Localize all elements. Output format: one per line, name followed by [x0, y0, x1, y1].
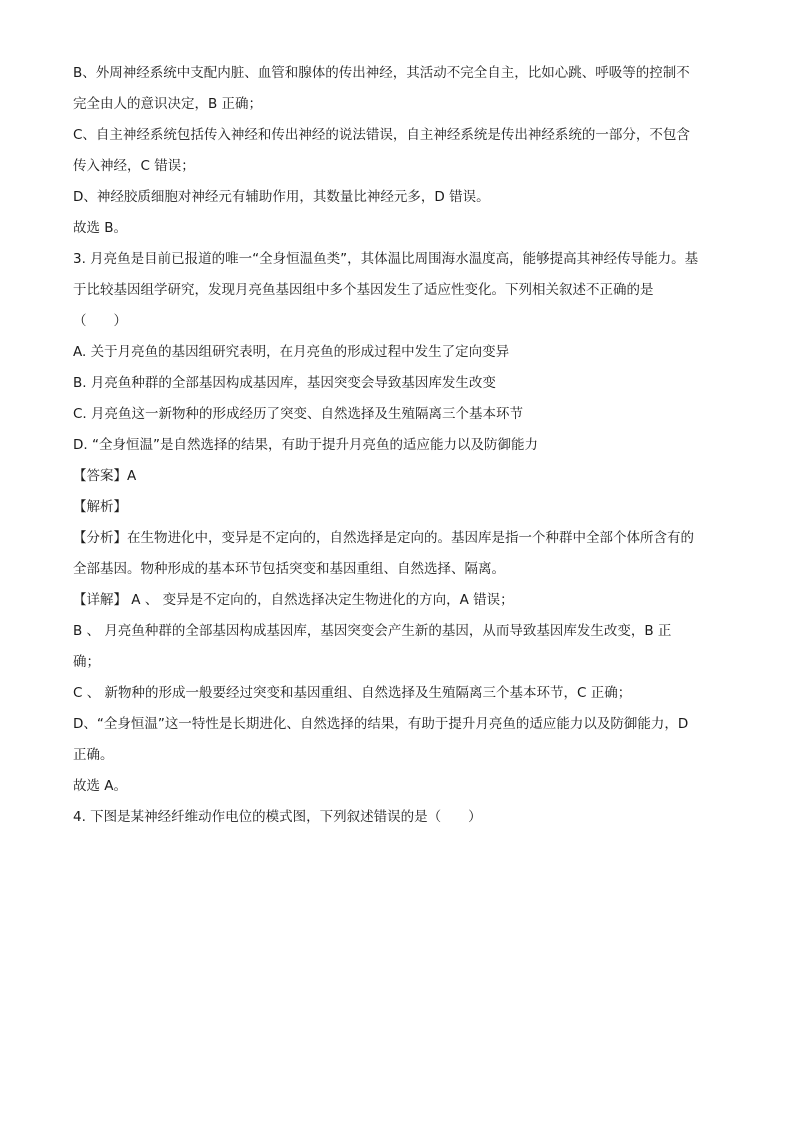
detail-text: 确；: [73, 654, 100, 670]
analysis-text: 全部基因。物种形成的基本环节包括突变和基因重组、自然选择、隔离。: [73, 561, 505, 577]
answer-label: 【答案】A: [73, 468, 137, 484]
question-3-option-b: B. 月亮鱼种群的全部基因构成基因库，基因突变会导致基因库发生改变: [73, 375, 496, 391]
text-line: C、自主神经系统包括传入神经和传出神经的说法错误，自主神经系统是传出神经系统的一部分，不包含: [73, 127, 690, 143]
question-3-stem: 于比较基因组学研究，发现月亮鱼基因组中多个基因发生了适应性变化。下列相关叙述不正确的是: [73, 282, 654, 298]
detail-text: B 、 月亮鱼种群的全部基因构成基因库，基因突变会产生新的基因，从而导致基因库发生改变，B 正: [73, 623, 672, 639]
question-3-option-c: C. 月亮鱼这一新物种的形成经历了突变、自然选择及生殖隔离三个基本环节: [73, 406, 524, 422]
analysis-label: 【解析】: [73, 499, 127, 515]
document-body: [73, 58, 723, 833]
analysis-text: 【分析】在生物进化中，变异是不定向的，自然选择是定向的。基因库是指一个种群中全部个体所含有的: [73, 530, 694, 546]
detail-text: C 、 新物种的形成一般要经过突变和基因重组、自然选择及生殖隔离三个基本环节，C 正确；: [73, 685, 632, 701]
detail-text: 正确。: [73, 747, 114, 763]
conclusion-text: 故选 A。: [73, 778, 128, 794]
question-3-option-a: A. 关于月亮鱼的基因组研究表明，在月亮鱼的形成过程中发生了定向变异: [73, 344, 510, 360]
text-line: 故选 B。: [73, 220, 128, 236]
text-line: D、神经胶质细胞对神经元有辅助作用，其数量比神经元多，D 错误。: [73, 189, 490, 205]
text-line: B、外周神经系统中支配内脏、血管和腺体的传出神经，其活动不完全自主，比如心跳、呼吸等的控制不: [73, 65, 690, 81]
question-3-option-d: D. “全身恒温”是自然选择的结果，有助于提升月亮鱼的适应能力以及防御能力: [73, 437, 538, 453]
question-3-blank: （ ）: [73, 313, 127, 329]
question-4-stem: 4. 下图是某神经纤维动作电位的模式图，下列叙述错误的是（ ）: [73, 809, 482, 825]
detail-text: 【详解】 A 、 变异是不定向的，自然选择决定生物进化的方向，A 错误；: [73, 592, 514, 608]
detail-text: D、“全身恒温”这一特性是长期进化、自然选择的结果，有助于提升月亮鱼的适应能力以及防御能力，D: [73, 716, 689, 732]
text-line: 传入神经，C 错误；: [73, 158, 195, 174]
text-line: 完全由人的意识决定，B 正确；: [73, 96, 263, 112]
question-3-stem: 3. 月亮鱼是目前已报道的唯一“全身恒温鱼类”，其体温比周围海水温度高，能够提高其神经传导能力。基: [73, 251, 699, 267]
